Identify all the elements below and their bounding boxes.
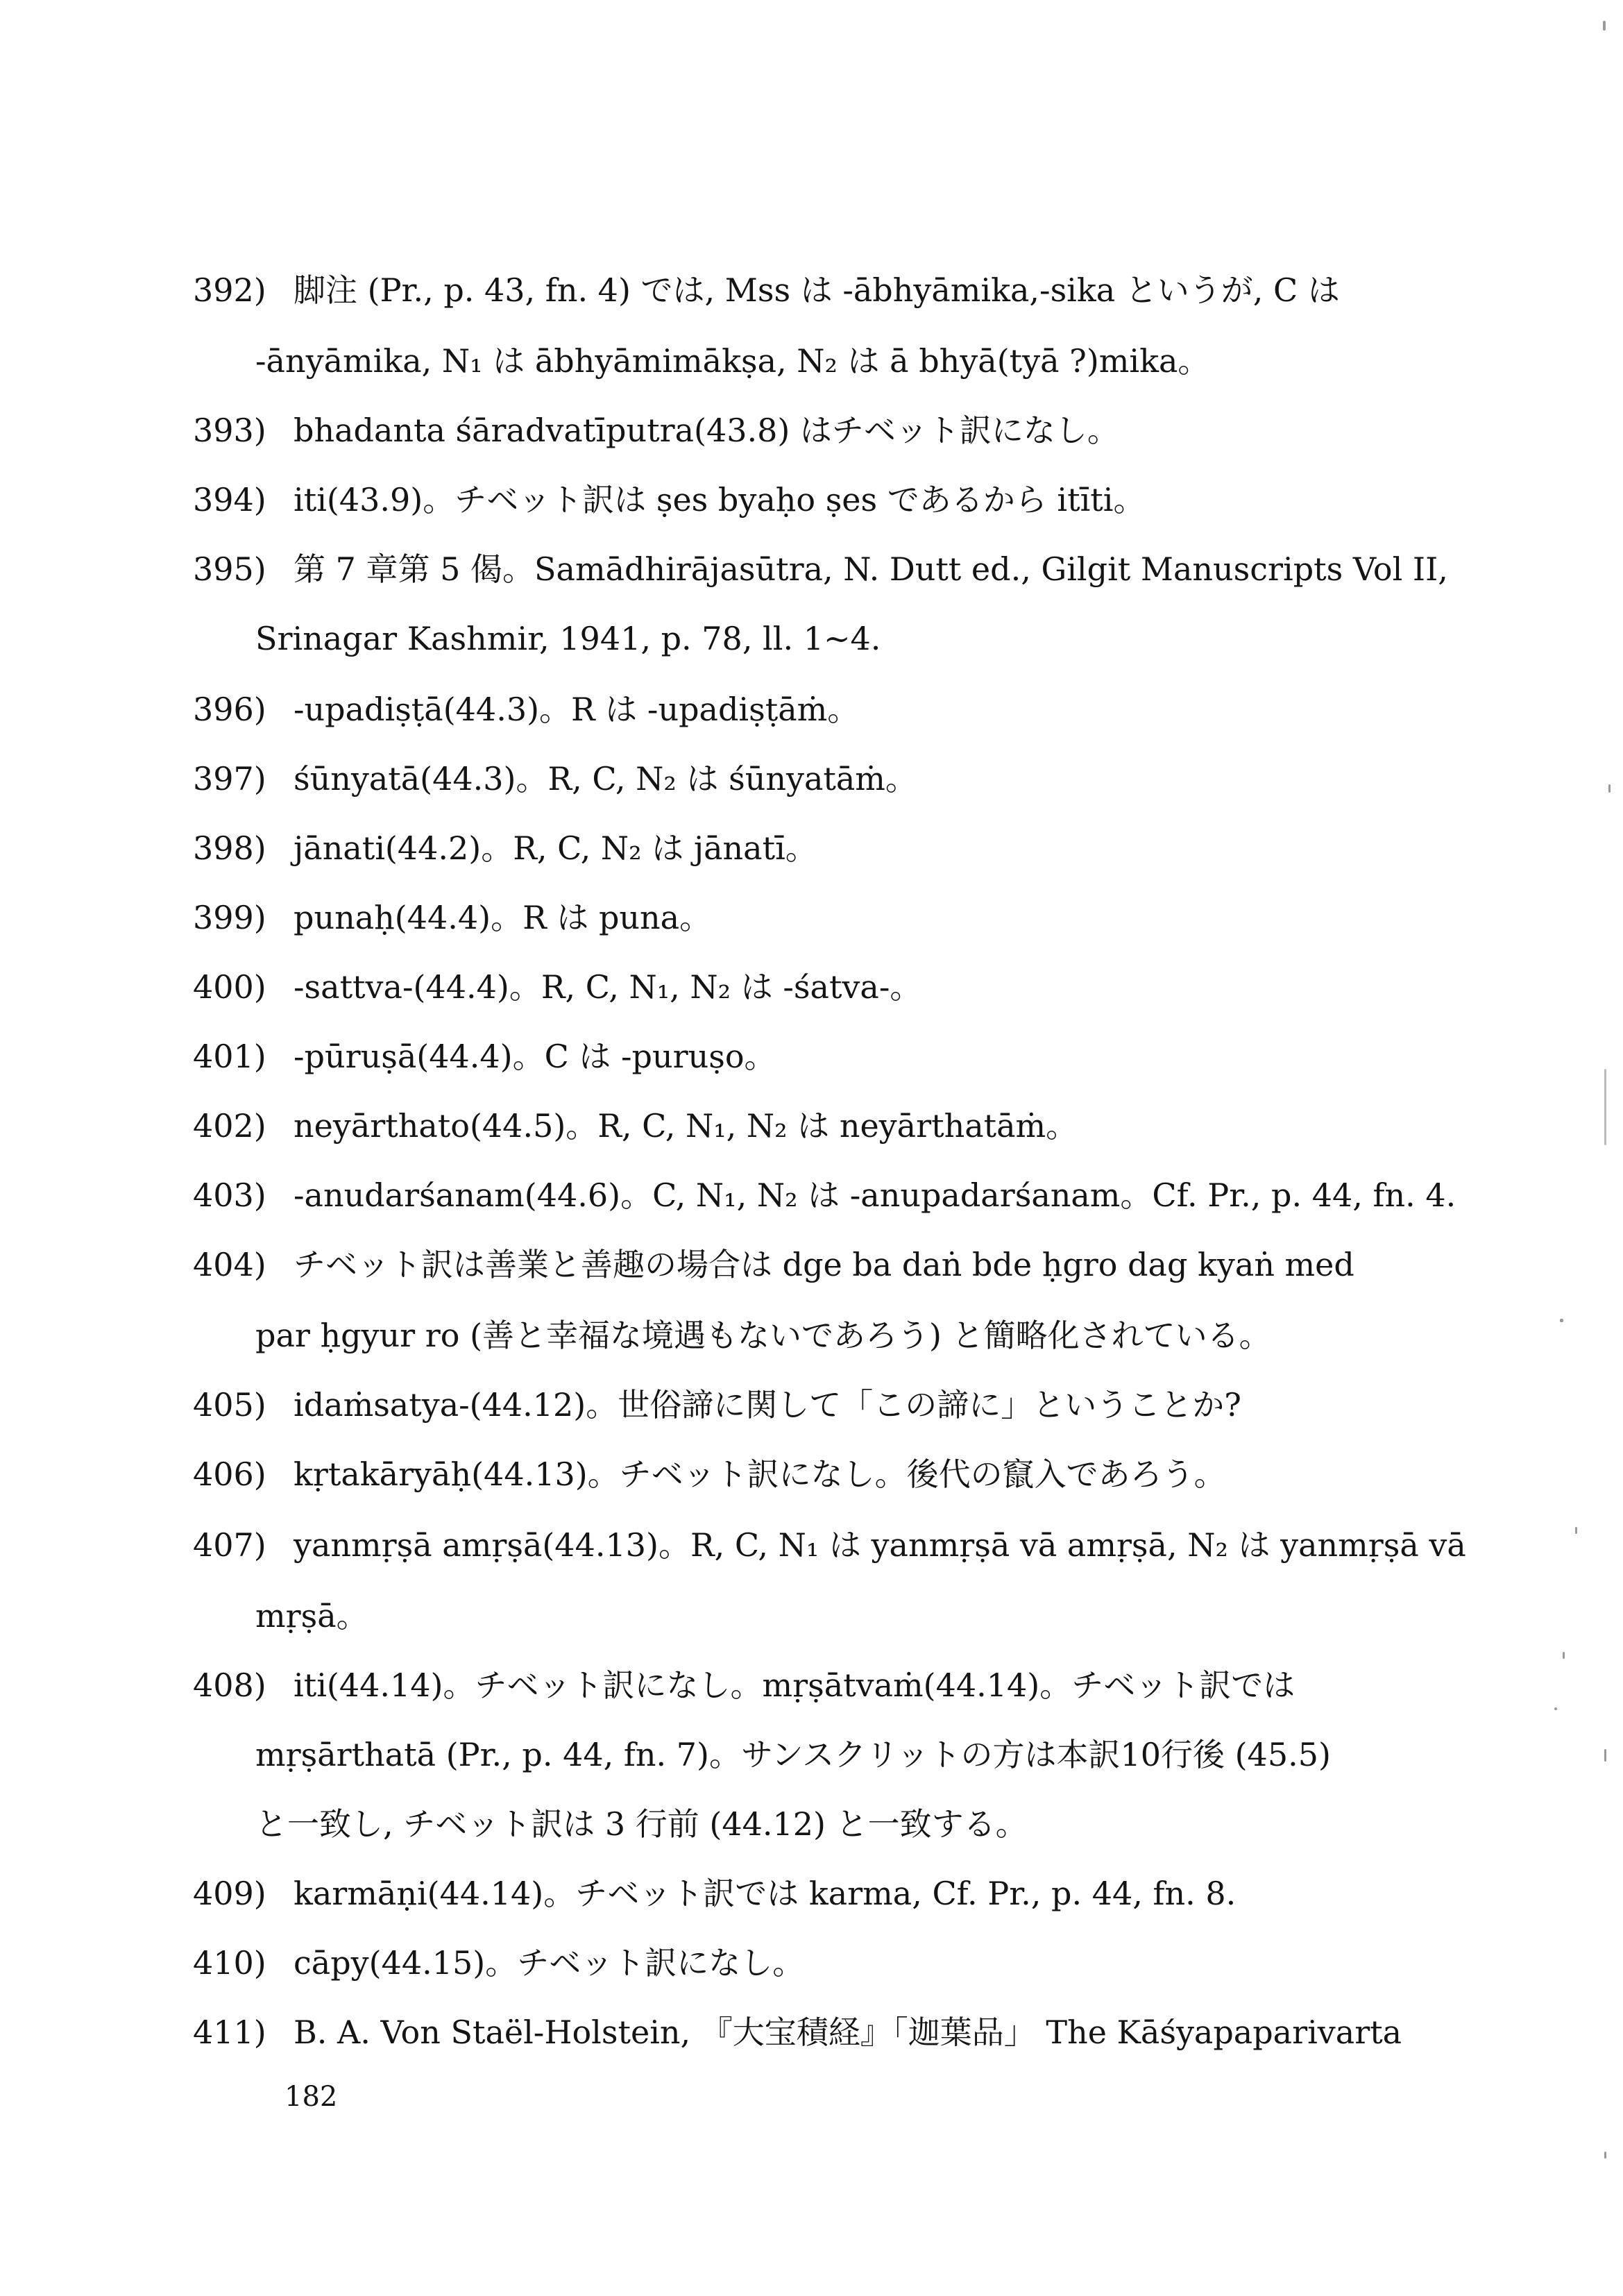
footnote-text: B. A. Von Staël-Holstein, 『大宝積経』「迦葉品」 The Kāśyapaparivarta (294, 2014, 1402, 2051)
footnote-410 (193, 1942, 1414, 1984)
page-number: 182 (284, 2081, 338, 2113)
footnote-408-cont-2: と一致し, チベット訳は 3 行前 (44.12) と一致する。 (255, 1805, 1028, 1843)
footnote-number: 399) (193, 899, 266, 936)
footnote-395 (193, 548, 1448, 590)
footnote-403 (193, 1174, 1456, 1216)
footnote-number: 408) (193, 1666, 266, 1704)
footnote-number: 398) (193, 829, 266, 867)
footnote-text: -anudarśanam(44.6)。C, N₁, N₂ は -anupadarśanam。Cf. Pr., p. 44, fn. 4. (294, 1176, 1456, 1214)
footnote-395-cont: Srinagar Kashmir, 1941, p. 78, ll. 1~4. (255, 620, 881, 657)
footnote-text: -upadiṣṭā(44.3)。R は -upadiṣṭāṁ。 (294, 691, 860, 728)
footnote-text: jānati(44.2)。R, C, N₂ は jānatī。 (294, 829, 817, 867)
footnote-409 (193, 1873, 1414, 1914)
footnote-396 (193, 689, 1414, 730)
footnote-number: 406) (193, 1455, 266, 1493)
footnote-397 (193, 758, 1414, 800)
scan-speck (1604, 1069, 1606, 1145)
scan-speck (1563, 1652, 1565, 1659)
scan-speck (1604, 1749, 1606, 1762)
footnote-408-cont-1: mṛṣārthatā (Pr., p. 44, fn. 7)。サンスクリットの方は本訳10行後 (45.5) (255, 1736, 1331, 1773)
footnote-406 (193, 1453, 1414, 1495)
footnote-407 (193, 1524, 1466, 1566)
footnote-392-cont: -ānyāmika, N₁ は ābhyāmimākṣa, N₂ は ā bhyā(tyā ?)mika。 (255, 342, 1210, 380)
scan-speck (1560, 1319, 1563, 1322)
footnote-number: 407) (193, 1526, 266, 1564)
footnote-number: 409) (193, 1875, 266, 1912)
footnote-text: iti(43.9)。チベット訳は ṣes byaḥo ṣes であるから itīti。 (294, 481, 1146, 518)
footnote-text: 脚注 (Pr., p. 43, fn. 4) では, Mss は -ābhyāmika,-sika というが, C は (294, 271, 1340, 309)
footnote-number: 392) (193, 271, 266, 309)
footnote-399 (193, 897, 1414, 938)
footnote-number: 403) (193, 1176, 266, 1214)
footnote-text: karmāṇi(44.14)。チベット訳では karma, Cf. Pr., p. 44, fn. 8. (294, 1875, 1237, 1912)
scan-speck (1608, 784, 1611, 793)
footnote-number: 405) (193, 1386, 266, 1424)
footnote-text: iti(44.14)。チベット訳になし。mṛṣātvaṁ(44.14)。チベット訳では (294, 1666, 1295, 1704)
footnote-394 (193, 479, 1414, 521)
footnote-number: 402) (193, 1107, 266, 1145)
footnote-text: śūnyatā(44.3)。R, C, N₂ は śūnyatāṁ。 (294, 760, 917, 797)
footnote-text: neyārthato(44.5)。R, C, N₁, N₂ は neyārthatāṁ。 (294, 1107, 1078, 1145)
footnote-text: bhadanta śāradvatīputra(43.8) はチベット訳になし。 (294, 412, 1119, 449)
footnote-number: 394) (193, 481, 266, 518)
scan-speck (1554, 1707, 1557, 1710)
footnote-400 (193, 966, 1414, 1008)
footnote-text: kṛtakāryāḥ(44.13)。チベット訳になし。後代の竄入であろう。 (294, 1455, 1226, 1493)
footnote-text: cāpy(44.15)。チベット訳になし。 (294, 1944, 805, 1982)
footnote-number: 404) (193, 1246, 266, 1283)
footnote-text: 第 7 章第 5 偈。Samādhirājasūtra, N. Dutt ed., Gilgit Manuscripts Vol II, (294, 550, 1448, 588)
footnote-number: 393) (193, 412, 266, 449)
footnote-number: 396) (193, 691, 266, 728)
footnote-number: 395) (193, 550, 266, 588)
footnote-393 (193, 410, 1414, 451)
footnote-392 (193, 269, 1414, 311)
footnote-text: yanmṛṣā amṛṣā(44.13)。R, C, N₁ は yanmṛṣā vā amṛṣā, N₂ は yanmṛṣā vā (294, 1526, 1466, 1564)
scan-speck (1575, 1527, 1577, 1534)
footnote-text: -pūruṣā(44.4)。C は -puruṣo。 (294, 1038, 776, 1075)
footnote-number: 401) (193, 1038, 266, 1075)
footnote-number: 397) (193, 760, 266, 797)
footnote-text: -sattva-(44.4)。R, C, N₁, N₂ は -śatva-。 (294, 968, 922, 1006)
scan-speck (1604, 2152, 1606, 2159)
footnote-number: 410) (193, 1944, 266, 1982)
footnote-text: チベット訳は善業と善趣の場合は dge ba daṅ bde ḥgro dag kyaṅ med (294, 1246, 1354, 1283)
scan-speck (1603, 21, 1606, 31)
footnote-text: punaḥ(44.4)。R は puna。 (294, 899, 712, 936)
footnote-405 (193, 1384, 1414, 1426)
footnote-411 (193, 2011, 1414, 2053)
footnote-401 (193, 1036, 1414, 1077)
footnote-404 (193, 1244, 1414, 1285)
footnote-text: idaṁsatya-(44.12)。世俗諦に関して「この諦に」ということか? (294, 1386, 1241, 1424)
footnote-number: 400) (193, 968, 266, 1006)
footnote-407-cont: mṛṣā。 (255, 1597, 368, 1635)
footnote-408 (193, 1664, 1414, 1706)
footnote-402 (193, 1105, 1414, 1147)
footnote-398 (193, 827, 1414, 869)
footnote-404-cont: par ḥgyur ro (善と幸福な境遇もないであろう) と簡略化されている。 (255, 1317, 1271, 1354)
footnote-number: 411) (193, 2014, 266, 2051)
